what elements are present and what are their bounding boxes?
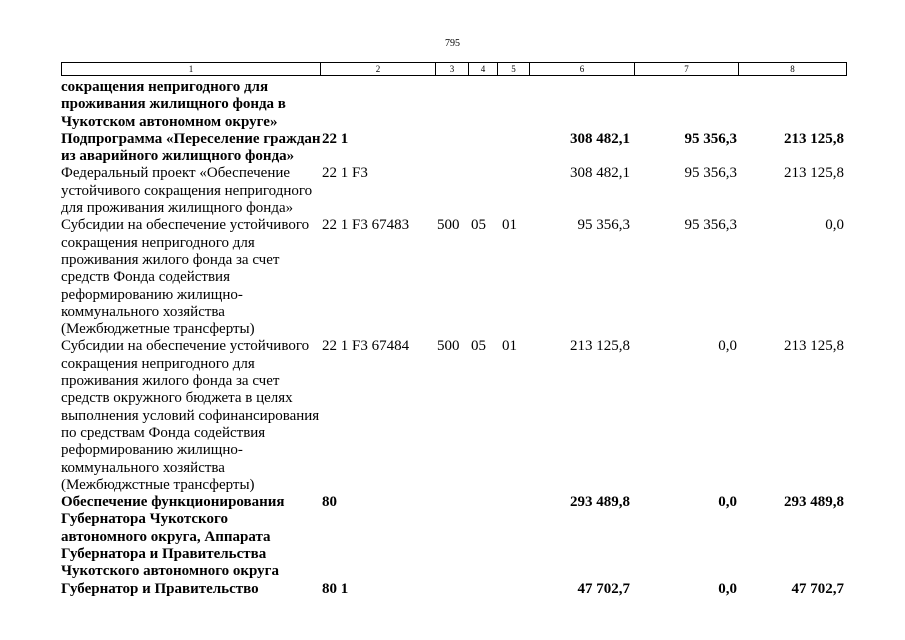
cell-col-6: 308 482,1 — [570, 130, 630, 147]
description-line: средств Фонда содействия — [61, 269, 230, 286]
row-description — [61, 165, 321, 217]
description-line: Субсидии на обеспечение устойчивого — [61, 338, 310, 355]
cell-col-6: 293 489,8 — [570, 494, 630, 511]
description-line: сокращения непригодного для — [61, 79, 269, 95]
cell-col-2: 22 1 F3 67483 — [322, 217, 410, 234]
description-line: из аварийного жилищного фонда» — [61, 148, 295, 165]
cell-col-5: 01 — [502, 338, 517, 355]
cell-col-4: 05 — [471, 338, 486, 355]
cell-col-6: 308 482,1 — [570, 165, 630, 182]
description-line: по средствам Фонда содействия — [61, 424, 266, 441]
table-row — [61, 131, 847, 166]
table-row — [61, 581, 847, 598]
description-line: (Межбюджетные трансферты) — [61, 321, 255, 338]
column-header-7: 7 — [635, 62, 739, 76]
column-header-8: 8 — [739, 62, 847, 76]
column-header-3: 3 — [436, 62, 469, 76]
row-description — [61, 581, 321, 598]
cell-col-7: 95 356,3 — [684, 165, 737, 182]
table-body — [61, 79, 847, 598]
row-description — [61, 338, 321, 494]
row-description — [61, 217, 321, 338]
cell-col-8: 293 489,8 — [784, 494, 844, 511]
cell-col-2: 80 — [322, 494, 337, 511]
description-line: Губернатора Чукотского — [61, 511, 228, 528]
column-header-5: 5 — [498, 62, 530, 76]
description-line: средств окружного бюджета в целях — [61, 390, 293, 407]
description-line: Обеспечение функционирования — [61, 494, 285, 511]
description-line: коммунального хозяйства — [61, 303, 225, 320]
description-line: для проживания жилищного фонда» — [61, 200, 294, 217]
row-description — [61, 79, 321, 131]
column-header-4: 4 — [469, 62, 498, 76]
cell-col-4: 05 — [471, 217, 486, 234]
description-line: Чукотском автономном округе» — [61, 113, 278, 130]
row-description — [61, 494, 321, 580]
cell-col-6: 47 702,7 — [577, 580, 630, 597]
cell-col-2: 80 1 — [322, 580, 349, 597]
cell-col-3: 500 — [437, 217, 460, 234]
cell-col-8: 213 125,8 — [784, 130, 844, 147]
cell-col-7: 0,0 — [718, 494, 737, 511]
cell-col-8: 47 702,7 — [791, 580, 844, 597]
description-line: устойчивого сокращения непригодного — [61, 182, 313, 199]
description-line: реформированию жилищно- — [61, 286, 243, 303]
description-line: проживания жилого фонда за счет — [61, 373, 280, 390]
description-line: Федеральный проект «Обеспечение — [61, 165, 291, 182]
table-row — [61, 165, 847, 217]
description-line: Губернатор и Правительство — [61, 580, 259, 597]
row-description — [61, 131, 321, 166]
description-line: (Межбюджстные трансферты) — [61, 476, 255, 493]
description-line: Субсидии на обеспечение устойчивого — [61, 217, 310, 234]
description-line: выполнения условий софинансирования — [61, 407, 320, 424]
cell-col-3: 500 — [437, 338, 460, 355]
column-header-6: 6 — [530, 62, 635, 76]
cell-col-8: 213 125,8 — [784, 338, 844, 355]
cell-col-6: 213 125,8 — [570, 338, 630, 355]
budget-table — [61, 62, 847, 598]
cell-col-7: 95 356,3 — [684, 130, 737, 147]
description-line: коммунального хозяйства — [61, 459, 225, 476]
table-row — [61, 338, 847, 494]
table-row — [61, 217, 847, 338]
description-line: Губернатора и Правительства — [61, 546, 267, 563]
cell-col-6: 95 356,3 — [577, 217, 630, 234]
cell-col-5: 01 — [502, 217, 517, 234]
description-line: проживания жилого фонда за счет — [61, 251, 280, 268]
page-number: 795 — [445, 38, 460, 49]
description-line: проживания жилищного фонда в — [61, 96, 286, 113]
description-line: сокращения непригодного для — [61, 234, 255, 251]
table-row — [61, 494, 847, 580]
cell-col-2: 22 1 F3 — [322, 165, 368, 182]
cell-col-2: 22 1 F3 67484 — [322, 338, 410, 355]
cell-col-7: 0,0 — [718, 580, 737, 597]
table-header-row — [61, 62, 847, 76]
cell-col-7: 95 356,3 — [684, 217, 737, 234]
description-line: автономного округа, Аппарата — [61, 528, 271, 545]
cell-col-2: 22 1 — [322, 130, 349, 147]
cell-col-7: 0,0 — [718, 338, 737, 355]
column-header-1: 1 — [61, 62, 321, 76]
cell-col-8: 0,0 — [825, 217, 844, 234]
description-line: Чукотского автономного округа — [61, 563, 279, 580]
cell-col-8: 213 125,8 — [784, 165, 844, 182]
description-line: сокращения непригодного для — [61, 355, 255, 372]
table-row — [61, 79, 847, 131]
description-line: реформированию жилищно- — [61, 442, 243, 459]
column-header-2: 2 — [321, 62, 436, 76]
description-line: Подпрограмма «Переселение граждан — [61, 130, 321, 147]
